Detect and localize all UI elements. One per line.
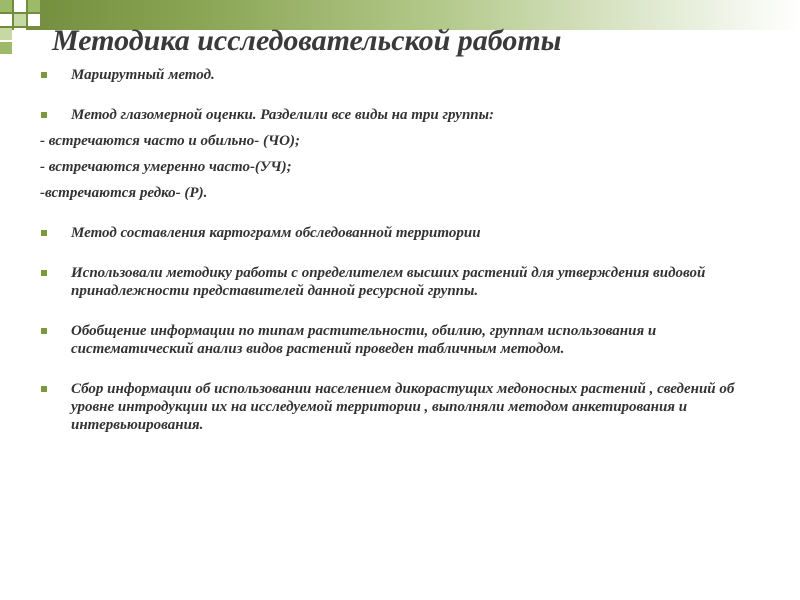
- slide-title: Методика исследовательской работы: [52, 24, 562, 57]
- dash-item-text: - встречаются часто и обильно- (ЧО);: [40, 133, 300, 149]
- spacer: [40, 150, 760, 158]
- list-item: [40, 106, 760, 124]
- decor-square: [0, 0, 12, 12]
- dash-item: [40, 132, 760, 150]
- spacer: [40, 202, 760, 224]
- list-item-text: Маршрутный метод.: [71, 67, 215, 83]
- list-item-text: Метод составления картограмм обследованной территории: [71, 225, 481, 241]
- spacer: [40, 242, 760, 264]
- decor-square: [28, 14, 40, 26]
- square-bullet-icon: [41, 112, 47, 118]
- dash-item-text: - встречаются умеренно часто-(УЧ);: [40, 159, 292, 175]
- decor-square: [0, 28, 12, 40]
- decor-square: [0, 42, 12, 54]
- list-item: [40, 322, 760, 358]
- list-item-text: Использовали методику работы с определителем высших растений для утверждения видовой принадлежности представителей данной ресурсной группы.: [71, 265, 706, 299]
- list-item: [40, 224, 760, 242]
- square-bullet-icon: [41, 270, 47, 276]
- decor-square: [14, 28, 26, 40]
- decor-square: [14, 14, 26, 26]
- list-item-text: Сбор информации об использовании населением дикорастущих медоносных растений , сведений об уровне интродукции их на исследуемой территории , выполняли методом анкетирования и интервьюирования.: [71, 381, 735, 433]
- spacer: [40, 176, 760, 184]
- spacer: [40, 358, 760, 380]
- dash-item: [40, 184, 760, 202]
- list-item: [40, 66, 760, 84]
- dash-item-text: -встречаются редко- (Р).: [40, 185, 208, 201]
- spacer: [40, 300, 760, 322]
- dash-item: [40, 158, 760, 176]
- square-bullet-icon: [41, 386, 47, 392]
- slide-content: [40, 66, 760, 434]
- list-item-text: Метод глазомерной оценки. Разделили все виды на три группы:: [71, 107, 495, 123]
- square-bullet-icon: [41, 230, 47, 236]
- list-item: [40, 380, 760, 434]
- spacer: [40, 124, 760, 132]
- decor-square: [28, 0, 40, 12]
- decorative-squares: [0, 0, 60, 60]
- list-item: [40, 264, 760, 300]
- list-item-text: Обобщение информации по типам растительности, обилию, группам использования и систематический анализ видов растений проведен табличным методом.: [71, 323, 657, 357]
- decor-square: [14, 0, 26, 12]
- square-bullet-icon: [41, 328, 47, 334]
- square-bullet-icon: [41, 72, 47, 78]
- spacer: [40, 84, 760, 106]
- decor-square: [0, 14, 12, 26]
